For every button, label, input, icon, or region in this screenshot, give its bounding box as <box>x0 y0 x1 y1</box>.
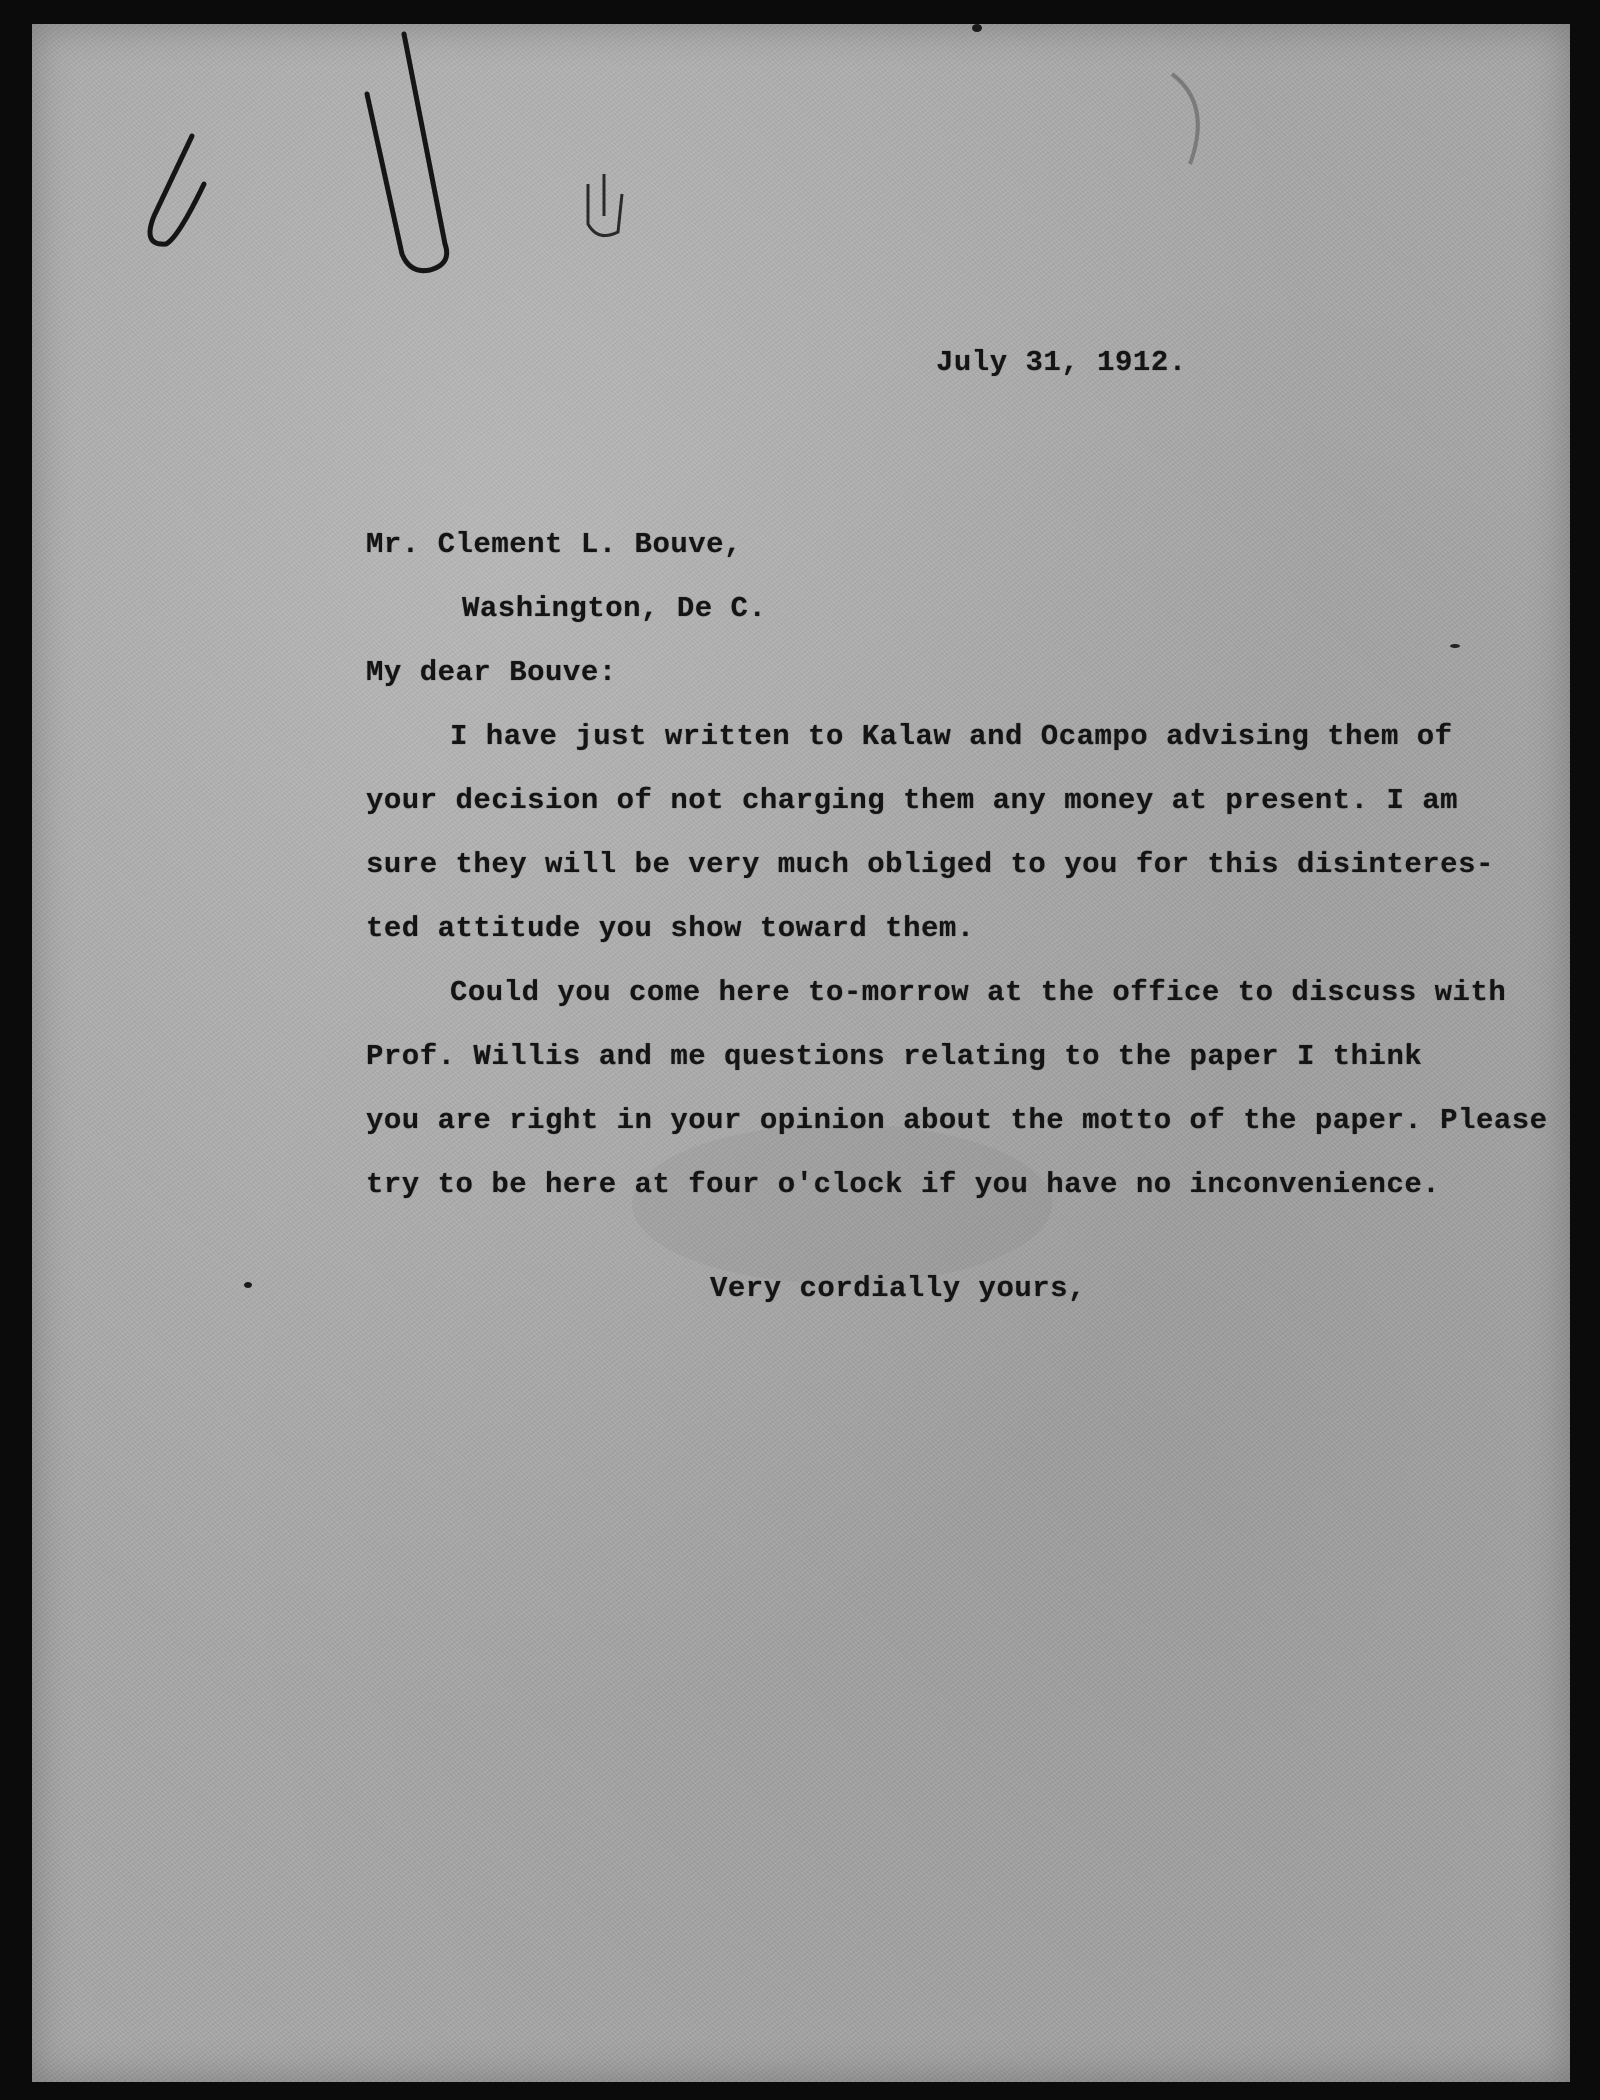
right-clip-mark <box>588 174 622 236</box>
letter-date: July 31, 1912. <box>936 346 1187 379</box>
paragraph-2-line: Prof. Willis and me questions relating to the paper I think <box>366 1040 1423 1073</box>
paragraph-1-line: your decision of not charging them any money at present. I am <box>366 784 1459 817</box>
paragraph-2-line: you are right in your opinion about the motto of the paper. Please <box>366 1104 1548 1137</box>
salutation: My dear Bouve: <box>366 656 617 689</box>
ink-speck <box>1450 644 1460 648</box>
paragraph-1-line: I have just written to Kalaw and Ocampo advising them of <box>450 720 1453 753</box>
letter-sheet <box>32 24 1570 2082</box>
recipient-name: Mr. Clement L. Bouve, <box>366 528 742 561</box>
paper-clip-marks <box>32 24 1570 324</box>
center-clip-mark <box>367 34 447 271</box>
paragraph-2-line: try to be here at four o'clock if you have no inconvenience. <box>366 1168 1441 1201</box>
left-clip-mark <box>150 136 204 244</box>
ink-speck <box>972 24 982 32</box>
top-right-smudge <box>1172 74 1198 164</box>
paragraph-1-line: ted attitude you show toward them. <box>366 912 975 945</box>
paragraph-2-line: Could you come here to-morrow at the office to discuss with <box>450 976 1507 1009</box>
recipient-city: Washington, De C. <box>462 592 767 625</box>
complimentary-close: Very cordially yours, <box>710 1272 1086 1305</box>
faint-stain <box>632 1124 1052 1284</box>
ink-speck <box>244 1282 252 1288</box>
paragraph-1-line: sure they will be very much obliged to you for this disinteres- <box>366 848 1494 881</box>
